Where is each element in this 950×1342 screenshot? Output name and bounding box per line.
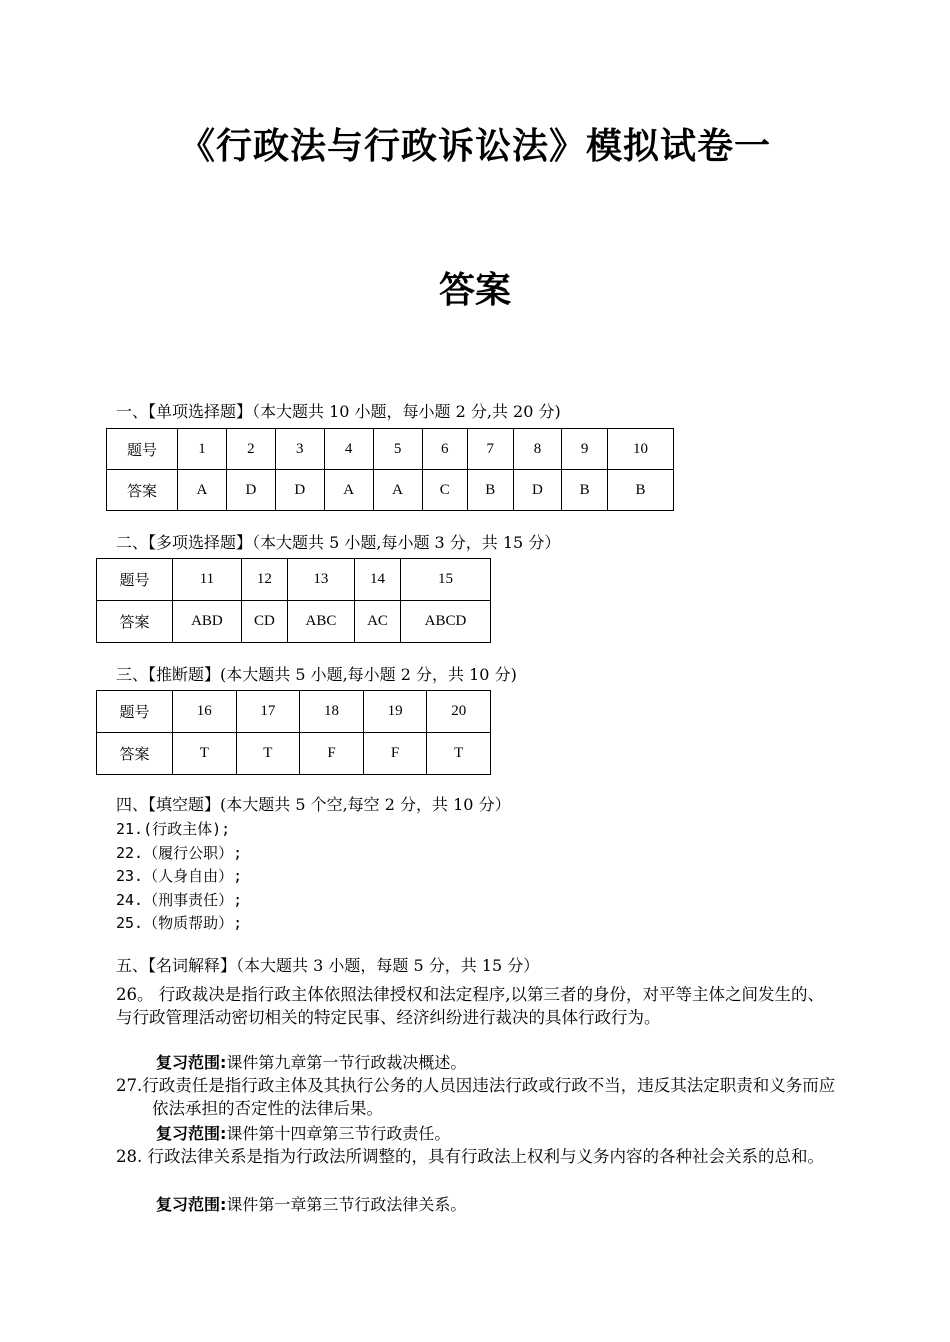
- review-label: 复习范围:: [156, 1053, 227, 1072]
- answer-cell: ABCD: [401, 601, 491, 643]
- page-subtitle: 答案: [438, 270, 511, 311]
- row-label-answer: 答案: [107, 470, 178, 511]
- question-number: 16: [173, 691, 237, 733]
- answer-cell: T: [173, 733, 237, 775]
- answer-cell: D: [275, 470, 324, 511]
- question-number: 8: [513, 429, 562, 470]
- page-title: 《行政法与行政诉讼法》模拟试卷一: [178, 126, 771, 167]
- question-number: 20: [427, 691, 491, 733]
- row-label-question: 题号: [97, 559, 173, 601]
- review-scope-26: [156, 1050, 466, 1073]
- section3-table: [96, 690, 491, 775]
- section1-heading: 一、【单项选择题】（本大题共 10 小题，每小题 2 分,共 20 分): [116, 402, 561, 421]
- review-label: 复习范围:: [156, 1195, 227, 1214]
- definition-28-text: 28. 行政法律关系是指为行政法所调整的，具有行政法上权利与义务内容的各种社会关系的总和。: [116, 1147, 824, 1166]
- fill-blank-item: 23.（人身自由）;: [116, 867, 243, 885]
- review-text: 课件第九章第一节行政裁决概述。: [226, 1053, 467, 1072]
- question-number: 14: [354, 559, 400, 601]
- question-number: 12: [241, 559, 287, 601]
- question-number: 3: [275, 429, 324, 470]
- question-number: 7: [468, 429, 513, 470]
- answer-cell: B: [468, 470, 513, 511]
- row-label-question: 题号: [97, 691, 173, 733]
- answer-cell: C: [422, 470, 467, 511]
- row-label-answer: 答案: [97, 601, 173, 643]
- question-number: 18: [300, 691, 364, 733]
- question-number: 4: [324, 429, 373, 470]
- question-number: 10: [607, 429, 673, 470]
- answer-cell: ABD: [173, 601, 242, 643]
- answer-cell: CD: [241, 601, 287, 643]
- answer-cell: B: [562, 470, 607, 511]
- section2-heading: 二、【多项选择题】（本大题共 5 小题,每小题 3 分，共 15 分）: [116, 533, 561, 552]
- question-number: 11: [173, 559, 242, 601]
- question-number: 5: [373, 429, 422, 470]
- question-number: 1: [178, 429, 227, 470]
- answer-cell: T: [236, 733, 300, 775]
- question-number: 19: [363, 691, 427, 733]
- definition-27-text: 27.行政责任是指行政主体及其执行公务的人员因违法行政或行政不当，违反其法定职责和义务而应依法承担的否定性的法律后果。: [116, 1076, 836, 1118]
- review-scope-27: [156, 1121, 450, 1144]
- section1-table: [106, 428, 674, 511]
- review-scope-28: [156, 1192, 466, 1215]
- section5-heading: 五、【名词解释】（本大题共 3 小题，每题 5 分，共 15 分）: [116, 956, 540, 975]
- section4-heading: 四、【填空题】(本大题共 5 个空,每空 2 分，共 10 分）: [116, 795, 511, 814]
- answer-cell: D: [513, 470, 562, 511]
- definition-27: [116, 1074, 836, 1120]
- answer-cell: AC: [354, 601, 400, 643]
- review-text: 课件第一章第三节行政法律关系。: [226, 1195, 467, 1214]
- review-label: 复习范围:: [156, 1124, 227, 1143]
- answer-cell: F: [363, 733, 427, 775]
- question-number: 9: [562, 429, 607, 470]
- fill-blank-item: 21.(行政主体);: [116, 820, 231, 838]
- question-number: 15: [401, 559, 491, 601]
- answer-cell: A: [373, 470, 422, 511]
- fill-blank-item: 24.（刑事责任）;: [116, 890, 243, 909]
- row-label-answer: 答案: [97, 733, 173, 775]
- answer-cell: F: [300, 733, 364, 775]
- review-text: 课件第十四章第三节行政责任。: [226, 1124, 451, 1143]
- definition-28: [116, 1145, 836, 1168]
- fill-blank-item: 25.（物质帮助）;: [116, 914, 243, 932]
- fill-blank-list: [116, 818, 242, 936]
- fill-blank-item: 22.（履行公职）;: [116, 843, 243, 862]
- question-number: 2: [226, 429, 275, 470]
- answer-cell: T: [427, 733, 491, 775]
- definition-26: 26。 行政裁决是指行政主体依照法律授权和法定程序,以第三者的身份，对平等主体之间发生的、与行政管理活动密切相关的特定民事、经济纠纷进行裁决的具体行政行为。: [116, 985, 824, 1027]
- question-number: 6: [422, 429, 467, 470]
- section3-heading: 三、【推断题】(本大题共 5 小题,每小题 2 分，共 10 分): [116, 665, 517, 684]
- answer-cell: B: [607, 470, 673, 511]
- answer-cell: ABC: [287, 601, 354, 643]
- answer-cell: A: [324, 470, 373, 511]
- question-number: 17: [236, 691, 300, 733]
- section2-table: [96, 558, 491, 643]
- question-number: 13: [287, 559, 354, 601]
- answer-cell: A: [178, 470, 227, 511]
- row-label-question: 题号: [107, 429, 178, 470]
- answer-cell: D: [226, 470, 275, 511]
